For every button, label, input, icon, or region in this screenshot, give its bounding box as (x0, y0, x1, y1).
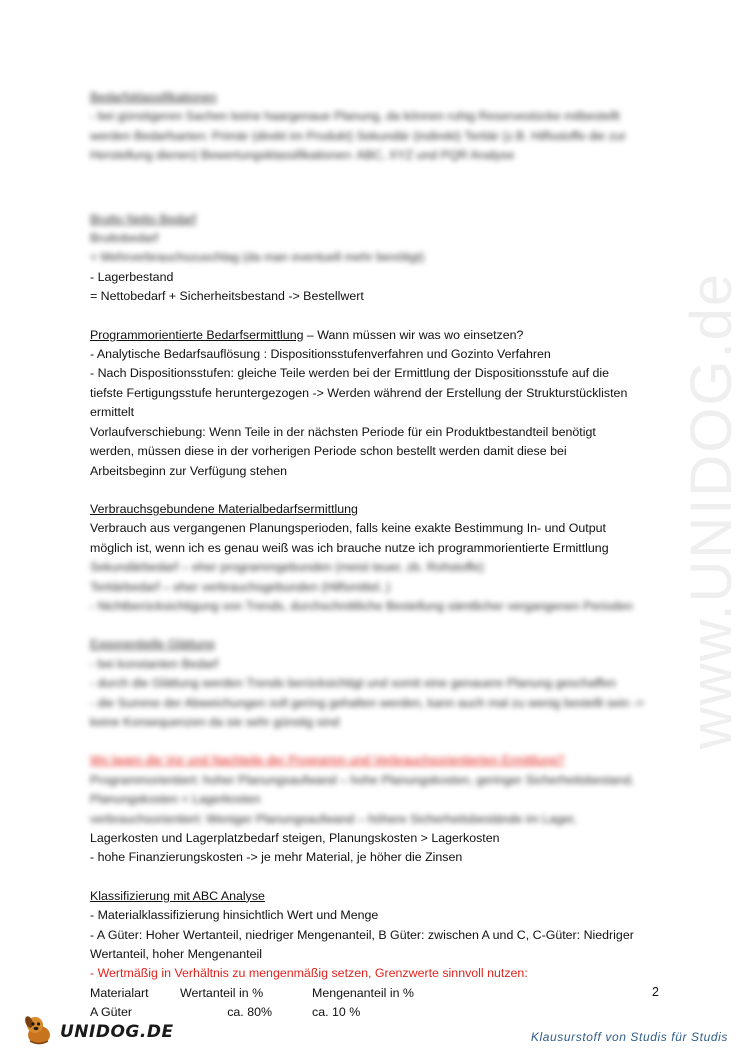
section-heading: Exponentielle Glättung (90, 637, 215, 652)
text-line: keine Konsequenzen da sie sehr günstig sind (90, 714, 340, 729)
text-line: - bei günstigeren Sachen keine haargenaue Planung, da können ruhig Reservestücke mitbestellt (90, 109, 620, 124)
text-line: - bei konstanten Bedarf (90, 656, 219, 671)
table-cell: ca. 80% (227, 1005, 272, 1020)
text-line: - Lagerbestand (90, 269, 174, 284)
text-line: - die Summe der Abweichungen soll gering gehalten werden, kann auch mal zu wenig bestellt sein -> (90, 695, 645, 710)
section-heading-row (90, 326, 665, 345)
abc-table-row (90, 1003, 665, 1022)
text-line: - hohe Finanzierungskosten -> je mehr Material, je höher die Zinsen (90, 850, 463, 865)
table-cell: A Güter (90, 1005, 133, 1020)
section-exponentielle (90, 635, 665, 732)
section-heading-suffix: – Wann müssen wir was wo einsetzen? (303, 327, 524, 342)
text-line: Vorlaufverschiebung: Wenn Teile in der nächsten Periode für ein Produktbestandteil benötigt (90, 424, 596, 439)
text-line: Bruttobedarf (90, 231, 159, 246)
text-line: Programmorientiert: hoher Planungsaufwand – hohe Planungskosten, geringer Sicherheitsbestand, (90, 772, 635, 787)
dog-mascot-icon (22, 1013, 56, 1052)
text-line: Herstellung dienen) Bewertungsklassifikationen: ABC, XYZ und PQR Analyse (90, 148, 515, 163)
text-line: werden, müssen diese in der vorherigen Periode schon bestellt werden damit diese bei (90, 444, 567, 459)
section-heading: Verbrauchsgebundene Materialbedarfsermittlung (90, 501, 358, 516)
text-line: möglich ist, wenn ich es genau weiß was ich brauche nutze ich programmorientierte Ermittlung (90, 540, 609, 555)
text-line: - A Güter: Hoher Wertanteil, niedriger Mengenanteil, B Güter: zwischen A und C, C-Güter: Niedriger (90, 927, 634, 942)
watermark: www.UNIDOG.de (679, 271, 745, 749)
page-number: 2 (652, 985, 659, 999)
section-heading: Klassifizierung mit ABC Analyse (90, 888, 265, 903)
table-header-cell: Mengenanteil in % (312, 985, 414, 1000)
text-line: - Nichtberücksichtigung von Trends, durchschnittliche Bestellung sämtlicher vergangenen Perioden (90, 598, 633, 613)
text-line: - durch die Glättung werden Trends berücksichtigt und somit eine genauere Planung geschaffen (90, 676, 617, 691)
footer-logo (22, 1012, 174, 1052)
table-cell: ca. 10 % (312, 1005, 361, 1020)
abc-table-header (90, 984, 665, 1003)
section-programmorientiert (90, 326, 665, 481)
text-line: - Materialklassifizierung hinsichtlich Wert und Menge (90, 908, 379, 923)
section-heading: Programmorientierte Bedarfsermittlung (90, 327, 304, 342)
logo-text: UNIDOG.DE (60, 1022, 174, 1042)
text-line: Wertanteil, hoher Mengenanteil (90, 947, 262, 962)
section-bedarfsklassifikationen (90, 88, 665, 166)
text-line: tiefste Fertigungsstufe heruntergezogen -> Werden während der Erstellung der Strukturstücklisten (90, 385, 628, 400)
text-line: = Nettobedarf + Sicherheitsbestand -> Bestellwert (90, 289, 364, 304)
text-line: verbrauchsorientiert: Weniger Planungsaufwand – höhere Sicherheitsbestände im Lager, (90, 811, 577, 826)
text-line: Arbeitsbeginn zur Verfügung stehen (90, 463, 288, 478)
text-line: Planungskosten < Lagerkosten (90, 792, 261, 807)
text-line: Verbrauch aus vergangenen Planungsperioden, falls keine exakte Bestimmung In- und Output (90, 521, 606, 536)
text-line: werden Bedarfsarten: Primär (direkt im Produkt) Sekundär (indirekt) Tertiär (z.B. Hilfsstoffe die zur (90, 128, 626, 143)
text-line: - Analytische Bedarfsauflösung : Dispositionsstufenverfahren und Gozinto Verfahren (90, 347, 551, 362)
text-line: - Nach Dispositionsstufen: gleiche Teile werden bei der Ermittlung der Dispositionsstufe auf die (90, 366, 610, 381)
section-heading: Wo lagen die Vor und Nachteile der Programm und Verbrauchsorientierten Ermittlung? (90, 753, 565, 768)
text-line: + Mehrverbrauchszuschlag (da man eventuell mehr benötigt) (90, 250, 425, 265)
section-brutto-netto (90, 210, 665, 307)
text-line: ermittelt (90, 405, 135, 420)
document-content (90, 88, 665, 1023)
footer-tagline: Klausurstoff von Studis für Studis (530, 1030, 728, 1044)
table-header-cell: Wertanteil in % (180, 985, 264, 1000)
table-header-cell: Materialart (90, 985, 149, 1000)
text-line: Sekundärbedarf – eher programmgebunden (meist teuer, zb. Rohstoffe) (90, 560, 484, 575)
section-heading: Brutto Netto Bedarf (90, 211, 197, 226)
text-line: Lagerkosten und Lagerplatzbedarf steigen, Planungskosten > Lagerkosten (90, 831, 500, 845)
section-vor-nachteile (90, 751, 665, 867)
text-line: Tertiärbedarf – eher verbrauchsgebunden (Hilfsmittel..) (90, 579, 391, 594)
section-verbrauchsgebunden (90, 500, 665, 616)
section-heading: Bedarfsklassifikationen (90, 90, 217, 104)
section-abc-analyse (90, 887, 665, 1023)
highlighted-line: - Wertmäßig in Verhältnis zu mengenmäßig setzen, Grenzwerte sinnvoll nutzen: (90, 966, 528, 981)
